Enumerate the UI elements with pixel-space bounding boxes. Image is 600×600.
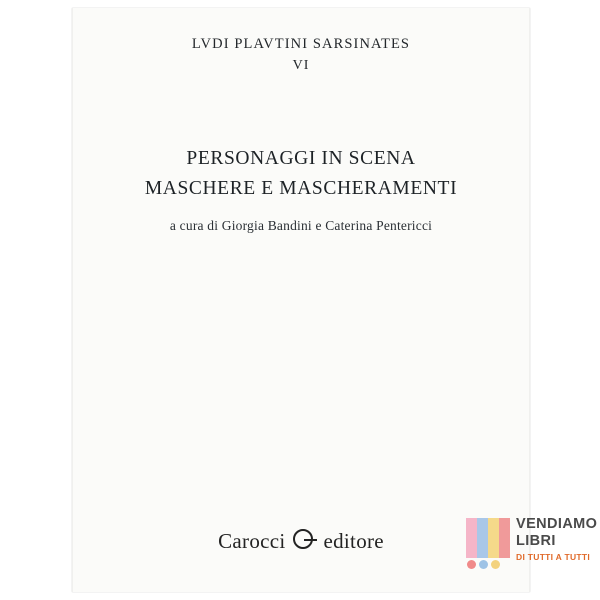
book-title <box>73 144 529 204</box>
title-line-1: PERSONAGGI IN SCENA <box>186 148 416 169</box>
watermark-dots-icon <box>466 560 512 572</box>
title-line-2: MASCHERE E MASCHERAMENTI <box>144 178 458 199</box>
publisher-suffix: editore <box>323 528 384 553</box>
publisher-logo <box>73 528 529 554</box>
vendiamo-libri-watermark <box>466 516 598 578</box>
book-cover <box>72 8 530 592</box>
carocci-circle-icon <box>292 528 318 554</box>
cover-content <box>73 8 529 592</box>
editors-credit: a cura di Giorgia Bandini e Caterina Pentericci <box>169 218 433 233</box>
watermark-line-3: DI TUTTI A TUTTI <box>516 552 591 562</box>
series-volume: VI <box>292 58 310 73</box>
watermark-bars-icon <box>466 518 510 558</box>
watermark-text <box>516 516 598 562</box>
publisher-name: Carocci <box>218 528 286 553</box>
series-title: LVDI PLAVTINI SARSINATES <box>191 36 411 52</box>
watermark-line-1: VENDIAMO <box>516 516 598 532</box>
watermark-line-2: LIBRI <box>516 533 556 549</box>
